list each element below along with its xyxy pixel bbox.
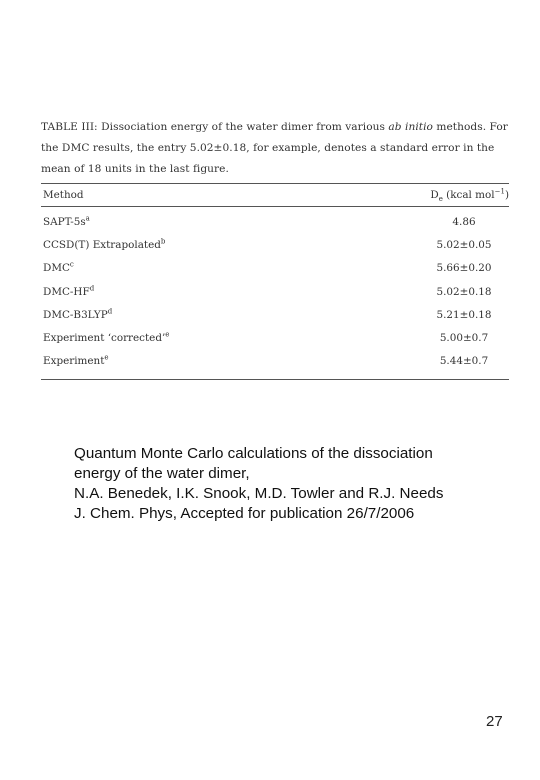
caption-italic: ab initio	[388, 121, 433, 133]
row-method: SAPT-$5s^a$	[43, 214, 90, 228]
column-header-energy: $D_e$ (kcal mol$^{-1}$)	[430, 187, 509, 204]
row-method: Experiment ‘corrected’$^e$	[43, 330, 170, 345]
table-row	[41, 210, 509, 233]
column-header-method: Method	[43, 189, 84, 201]
citation-journal: J. Chem. Phys, Accepted for publication 26/7/2006	[74, 505, 415, 522]
table-bottom-rule	[41, 379, 509, 380]
table-row	[41, 326, 509, 349]
citation-title-line1: Quantum Monte Carlo calculations of the dissociation	[74, 445, 433, 462]
table-row	[41, 280, 509, 303]
row-method: CCSD(T) Extrapolated$^b$	[43, 237, 166, 251]
row-method: DMC-B3LYP$^d$	[43, 307, 113, 321]
citation-title-line2: energy of the water dimer,	[74, 465, 250, 482]
table-caption: TABLE III: Dissociation energy of the water dimer from various ab initio methods. For the DMC results, the entry 5.02±0.18, for example, denotes a standard error in the mean of 18 units in the last figure.	[41, 121, 508, 175]
page-number: 27	[486, 713, 503, 730]
row-value: 5.00±0.7	[439, 332, 489, 345]
table-header	[41, 184, 509, 206]
row-value: 5.02±0.18	[436, 285, 492, 298]
data-table	[41, 117, 509, 380]
row-method: Experiment$^e$	[43, 353, 109, 368]
citation	[74, 444, 514, 524]
table-row	[41, 303, 509, 326]
row-method: DMC$^c$	[43, 260, 74, 275]
table-row	[41, 233, 509, 256]
row-value: 5.66±0.20	[436, 262, 492, 275]
table-row	[41, 257, 509, 280]
table-row	[41, 350, 509, 373]
row-method: DMC-$HF^d$	[43, 284, 95, 298]
row-value: 5.21±0.18	[436, 308, 492, 321]
table-body	[41, 207, 509, 379]
row-value: 4.86	[452, 215, 476, 228]
citation-authors: N.A. Benedek, I.K. Snook, M.D. Towler and R.J. Needs	[74, 485, 444, 502]
row-value: 5.44±0.7	[439, 355, 489, 368]
row-value: 5.02±0.05	[436, 238, 492, 251]
